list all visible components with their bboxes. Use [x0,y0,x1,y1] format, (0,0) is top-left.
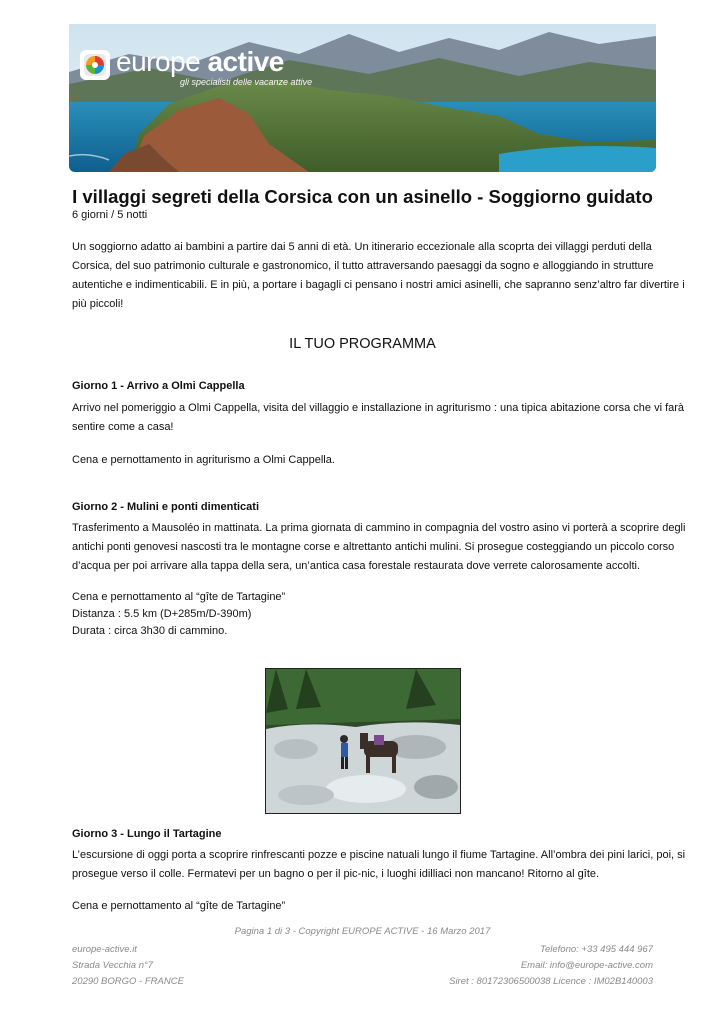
day-2-distance: Distanza : 5.5 km (D+285m/D-390m) [72,608,252,620]
brand-tagline: gli specialisti delle vacanze attive [180,77,313,87]
day-2-heading: Giorno 2 - Mulini e ponti dimenticati [72,501,259,513]
page-title: I villaggi segreti della Corsica con un asinello - Soggiorno guidato [72,186,653,207]
brand-name: europe active [116,46,284,77]
day-3-text: L’escursione di oggi porta a scoprire rinfrescanti pozze e piscine natuali lungo il fiume Tartagine. All’ombra dei pini larici, poi, si prosegue verso il colle. Fermatevi per un bagno o per il pic-nic, i luoghi idilliaci non mancano! Ritorno al gîte. [72,849,686,880]
day-2-duration: Durata : circa 3h30 di cammino. [72,625,228,637]
footer-address [72,942,184,990]
footer-website[interactable]: europe-active.it [72,944,137,955]
day-2-note: Cena e pernottamento al “gîte de Tartagine” [72,591,286,603]
day-3-heading: Giorno 3 - Lungo il Tartagine [72,828,222,840]
footer-siret: Siret : 80172306500038 Licence : IM02B140003 [449,976,653,987]
compass-logo-icon [80,50,110,80]
day-1-text: Arrivo nel pomeriggio a Olmi Cappella, visita del villaggio e installazione in agriturismo : una tipica abitazione corsa che vi farà sentire come a casa! [72,402,685,433]
brand-logo[interactable] [80,48,312,87]
day-2-text: Trasferimento a Mausoléo in mattinata. La prima giornata di cammino in compagnia del vostro asino vi porterà a scoprire degli antichi ponti genovesi nascosti tra le montagne corse e altrettanto antichi mulini. Si prosegue costeggiando un piccolo corso d’acqua per poi arrivare alla tappa della sera, un’antica casa forestale restaurata dove verrete calorosamente accolti. [72,522,686,572]
day-1-note: Cena e pernottamento in agriturismo a Olmi Cappella. [72,454,335,466]
footer-contacts [449,942,653,990]
river-donkey-photo [265,668,461,814]
trip-duration: 6 giorni / 5 notti [72,209,148,221]
program-heading: IL TUO PROGRAMMA [289,336,436,352]
footer-street: Strada Vecchia n°7 [72,960,154,971]
page-footer-info: Pagina 1 di 3 - Copyright EUROPE ACTIVE - 16 Marzo 2017 [234,926,491,937]
day-1-heading: Giorno 1 - Arrivo a Olmi Cappella [72,380,245,392]
intro-paragraph: Un soggiorno adatto ai bambini a partire dai 5 anni di età. Un itinerario eccezionale alla scoprta dei villaggi perduti della Corsica, del suo patrimonio culturale e gastronomico, il tutto attraversando paesaggi da sogno e alloggiando in strutture autentiche e indimenticabili. E in più, a portare i bagagli ci pensano i nostri amici asinelli, che sapranno senz’altro far divertire i più piccoli! [72,241,685,310]
day-3-note: Cena e pernottamento al “gîte de Tartagine” [72,900,286,912]
footer-city: 20290 BORGO - FRANCE [72,976,184,987]
footer-email[interactable]: Email: info@europe-active.com [520,960,653,971]
footer-phone: Telefono: +33 495 444 967 [540,944,653,955]
